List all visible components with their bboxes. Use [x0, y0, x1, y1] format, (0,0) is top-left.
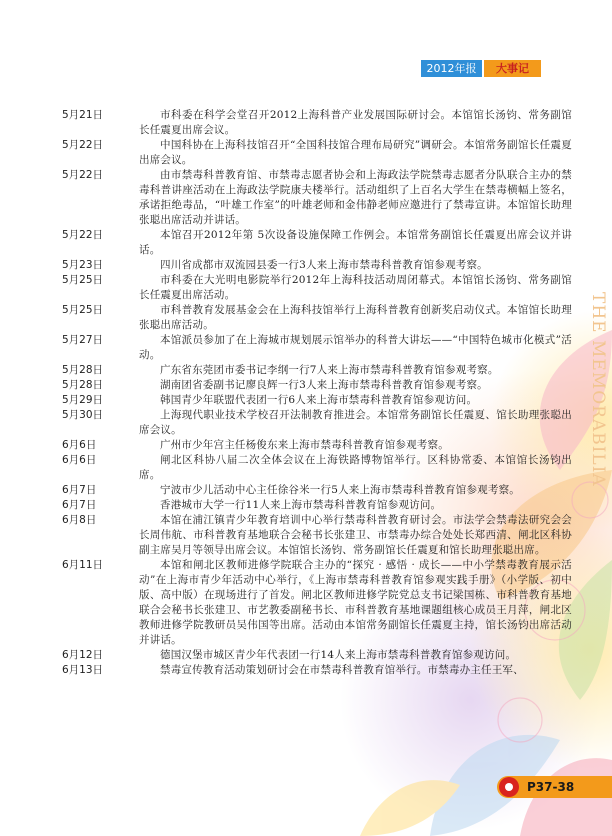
event-text: 广东省东莞团市委书记李纲一行7人来上海市禁毒科普教育馆参观考察。 — [160, 364, 499, 376]
event-text: 四川省成都市双流园县委一行3人来上海市禁毒科普教育馆参观考察。 — [160, 259, 488, 271]
event-date: 5月22日 — [62, 139, 104, 151]
event-text: 本馆召开2012年第 5次设备设施保障工作例会。本馆常务副馆长任震夏出席会议并讲话。 — [139, 229, 572, 256]
event-date: 6月7日 — [62, 499, 97, 511]
event-text: 本馆在浦江镇青少年教育培训中心举行禁毒科普教育研讨会。市法学会禁毒法研究会会长周伟航、市科普教育基地联合会秘书长张建卫、市禁毒办综合处处长郑西清、闸北区科协副主席吴月等领导出席会议。本馆馆长汤钧、常务副馆长任震夏和馆长助理张聪出席。 — [139, 514, 572, 556]
event-date: 5月21日 — [62, 109, 104, 121]
event-text: 韩国青少年联盟代表团一行6人来上海市禁毒科普教育馆参观访问。 — [160, 394, 478, 406]
side-title: THE MEMORABILIA — [588, 292, 608, 487]
event-date: 5月22日 — [62, 169, 104, 181]
event-text: 中国科协在上海科技馆召开“全国科技馆合理布局研究”调研会。本馆常务副馆长任震夏出席会议。 — [139, 139, 572, 166]
event-text: 闸北区科协八届二次全体会议在上海铁路博物馆举行。区科协常委、本馆馆长汤钧出席。 — [139, 454, 572, 481]
event-date: 6月7日 — [62, 484, 97, 496]
event-date: 5月25日 — [62, 304, 104, 316]
section-tag: 大事记 — [484, 60, 541, 77]
event-date: 6月6日 — [62, 439, 97, 451]
event-row — [0, 408, 612, 438]
event-date: 6月11日 — [62, 559, 104, 571]
event-date: 5月28日 — [62, 379, 104, 391]
event-row — [0, 138, 612, 168]
event-row — [0, 168, 612, 228]
event-text: 禁毒宣传教育活动策划研讨会在市禁毒科普教育馆举行。市禁毒办主任王军、 — [160, 664, 524, 676]
event-text: 本馆派员参加了在上海城市规划展示馆举办的科普大讲坛——“中国特色城市化模式”活动。 — [139, 334, 572, 361]
event-text: 本馆和闸北区教师进修学院联合主办的“探究 · 感悟 · 成长——中小学禁毒教育展示活动”在上海市青少年活动中心举行，《上海市禁毒科普教育馆参观实践手册》（小学版、初中版、高中版）在现场进行了首发。闸北区教师进修学院党总支书记梁国栋、市科普教育基地联合会秘书长张建卫、市艺教委副秘书长、市科普教育基地课题组核心成员王月萍，闸北区教师进修学院教研员吴伟国等出席。活动由本馆常务副馆长任震夏主持，馆长汤钧出席活动并讲话。 — [139, 559, 572, 646]
event-row — [0, 363, 612, 378]
event-row — [0, 108, 612, 138]
event-list — [0, 108, 612, 678]
event-text: 市科普教育发展基金会在上海科技馆举行上海科普教育创新奖启动仪式。本馆馆长助理张聪出席活动。 — [139, 304, 572, 331]
page-icon — [499, 777, 519, 797]
event-row — [0, 663, 612, 678]
event-text: 德国汉堡市城区青少年代表团一行14人来上海市禁毒科普教育馆参观访问。 — [160, 649, 517, 661]
event-row — [0, 483, 612, 498]
event-date: 5月30日 — [62, 409, 104, 421]
event-row — [0, 498, 612, 513]
event-row — [0, 393, 612, 408]
event-date: 6月6日 — [62, 454, 97, 466]
event-row — [0, 378, 612, 393]
event-row — [0, 228, 612, 258]
event-row — [0, 513, 612, 558]
event-row — [0, 333, 612, 363]
event-date: 6月12日 — [62, 649, 104, 661]
event-row — [0, 558, 612, 648]
event-text: 宁波市少儿活动中心主任徐谷米一行5人来上海市禁毒科普教育馆参观考察。 — [160, 484, 520, 496]
event-row — [0, 273, 612, 303]
event-date: 6月8日 — [62, 514, 97, 526]
event-text: 上海现代职业技术学校召开法制教育推进会。本馆常务副馆长任震夏、馆长助理张聪出席会议。 — [139, 409, 572, 436]
event-text: 市科委在科学会堂召开2012上海科普产业发展国际研讨会。本馆馆长汤钧、常务副馆长任震夏出席会议。 — [139, 109, 572, 136]
event-row — [0, 303, 612, 333]
event-row — [0, 438, 612, 453]
event-date: 5月29日 — [62, 394, 104, 406]
event-date: 5月25日 — [62, 274, 104, 286]
year-tag: 2012年报 — [421, 60, 482, 77]
event-date: 5月22日 — [62, 229, 104, 241]
event-row — [0, 453, 612, 483]
event-text: 香港城市大学一行11人来上海市禁毒科普教育馆参观访问。 — [160, 499, 442, 511]
page-number: P37-38 — [527, 780, 575, 794]
event-row — [0, 648, 612, 663]
event-text: 广州市少年宫主任杨俊东来上海市禁毒科普教育馆参观考察。 — [160, 439, 449, 451]
event-text: 市科委在大光明电影院举行2012年上海科技活动周闭幕式。本馆馆长汤钧、常务副馆长任震夏出席活动。 — [139, 274, 572, 301]
event-date: 5月28日 — [62, 364, 104, 376]
event-text: 湖南团省委副书记廖良辉一行3人来上海市禁毒科普教育馆参观考察。 — [160, 379, 488, 391]
event-date: 5月27日 — [62, 334, 104, 346]
page-number-tab — [497, 776, 612, 798]
event-row — [0, 258, 612, 273]
section-header — [421, 60, 541, 77]
event-text: 由市禁毒科普教育馆、市禁毒志愿者协会和上海政法学院禁毒志愿者分队联合主办的禁毒科普讲座活动在上海政法学院康夫楼举行。活动组织了上百名大学生在禁毒横幅上签名，承诺拒绝毒品，“叶雄工作室”的叶雄老师和金伟静老师应邀进行了禁毒宣讲。本馆馆长助理张聪出席活动并讲话。 — [139, 169, 572, 226]
event-date: 6月13日 — [62, 664, 104, 676]
event-date: 5月23日 — [62, 259, 104, 271]
